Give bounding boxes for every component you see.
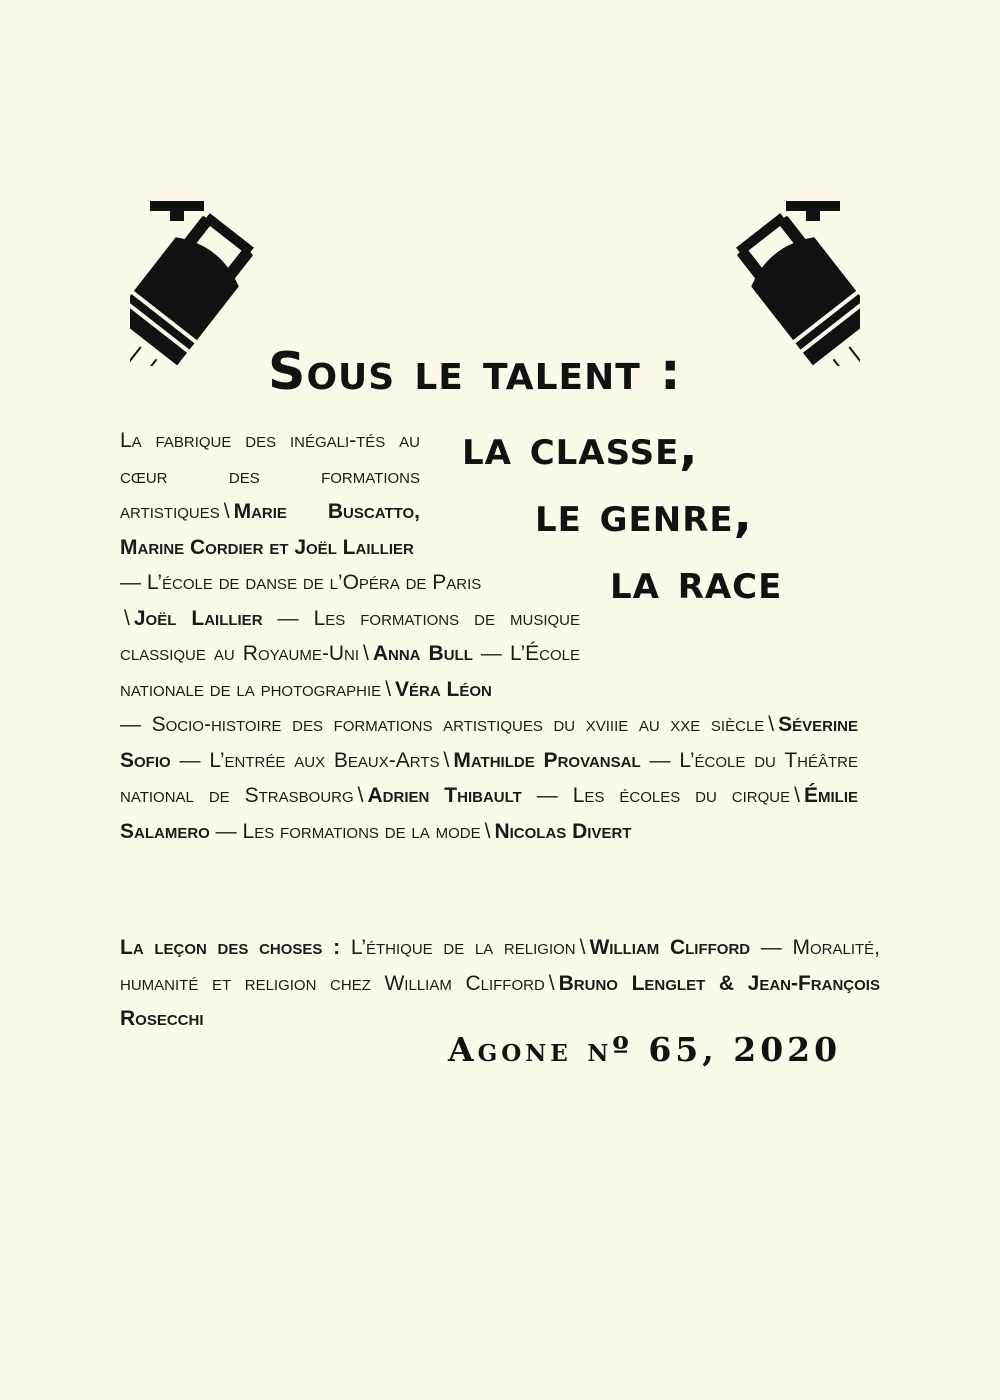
- title-line-2: la classe,: [462, 420, 699, 476]
- toc-article-title: L’éthique de la religion: [350, 936, 576, 959]
- toc-article-title: Les formations de la mode: [242, 819, 481, 843]
- toc-article-title: L’École nationale de la photographie: [120, 642, 580, 701]
- toc-authors: Joël Laillier: [133, 606, 263, 630]
- issue-number: Agone nº 65, 2020: [448, 1030, 842, 1069]
- toc-authors: Véra Léon: [395, 677, 492, 701]
- lecon-des-choses-section: La leçon des choses : L’éthique de la religion \ William Clifford — Moralité, humanité et religion chez William Clifford \ Bruno Lenglet & Jean-François Rosecchi: [120, 936, 881, 1030]
- toc-article-title: Les formations de musique classique au Royaume-Uni: [120, 606, 581, 665]
- toc-authors: Anna Bull: [372, 642, 473, 665]
- toc-article-title: Socio-histoire des formations artistiques du xviiie au xxe siècle: [151, 713, 765, 736]
- toc-article-title: Moralité, humanité et religion chez William Clifford: [120, 936, 881, 995]
- toc-authors: Nicolas Divert: [494, 819, 632, 843]
- spotlight-left-icon: [130, 196, 270, 366]
- toc-entry-flow-wide: — Socio-histoire des formations artistiques du xviiie au xxe siècle \ Séverine Sofio — L’entrée aux Beaux-Arts \ Mathilde Provansal — L’école du Théâtre national de Strasbourg \ Adrien Thibault — Les écoles du cirque \ Émilie Salamero — Les formations de la mode \ Nicolas Divert: [120, 713, 858, 843]
- toc-authors: Marie Buscatto, Marine Cordier et Joël Laillier: [120, 500, 420, 559]
- toc-entry: La fabrique des inégali-tés au cœur des formations artistiques \ Marie Buscatto, Marine Cordier et Joël Laillier: [120, 429, 420, 559]
- toc-article-title: L’école du Théâtre national de Strasbourg: [120, 748, 858, 807]
- toc-article-title: L’entrée aux Beaux-Arts: [209, 748, 440, 772]
- toc-authors: Adrien Thibault: [367, 784, 522, 807]
- toc-authors: Bruno Lenglet & Jean-François Rosecchi: [120, 971, 880, 1030]
- lecon-heading: La leçon des choses :: [120, 936, 341, 959]
- table-of-contents: [120, 423, 858, 849]
- toc-authors: Émilie Salamero: [120, 784, 858, 843]
- toc-authors: Mathilde Provansal: [453, 748, 641, 772]
- title-line-3: le genre,: [535, 487, 753, 543]
- toc-article-title: L’école de danse de l’Opéra de Paris: [146, 571, 482, 594]
- toc-entry-flow: \ Joël Laillier — Les formations de musique classique au Royaume-Uni \ Anna Bull — L’École nationale de la photographie \ Véra Léon: [120, 606, 581, 701]
- toc-article-title: La fabrique des inégali-tés au cœur des formations artistiques: [120, 429, 420, 523]
- spotlight-right-icon: [720, 196, 860, 366]
- title-line-4: la race: [610, 554, 783, 610]
- toc-entry: — L’école de danse de l’Opéra de Paris: [120, 571, 482, 594]
- toc-authors: William Clifford: [589, 936, 751, 959]
- title-line-1: Sous le talent :: [268, 342, 682, 402]
- toc-article-title: Les écoles du cirque: [572, 784, 791, 807]
- toc-authors: Séverine Sofio: [120, 713, 858, 772]
